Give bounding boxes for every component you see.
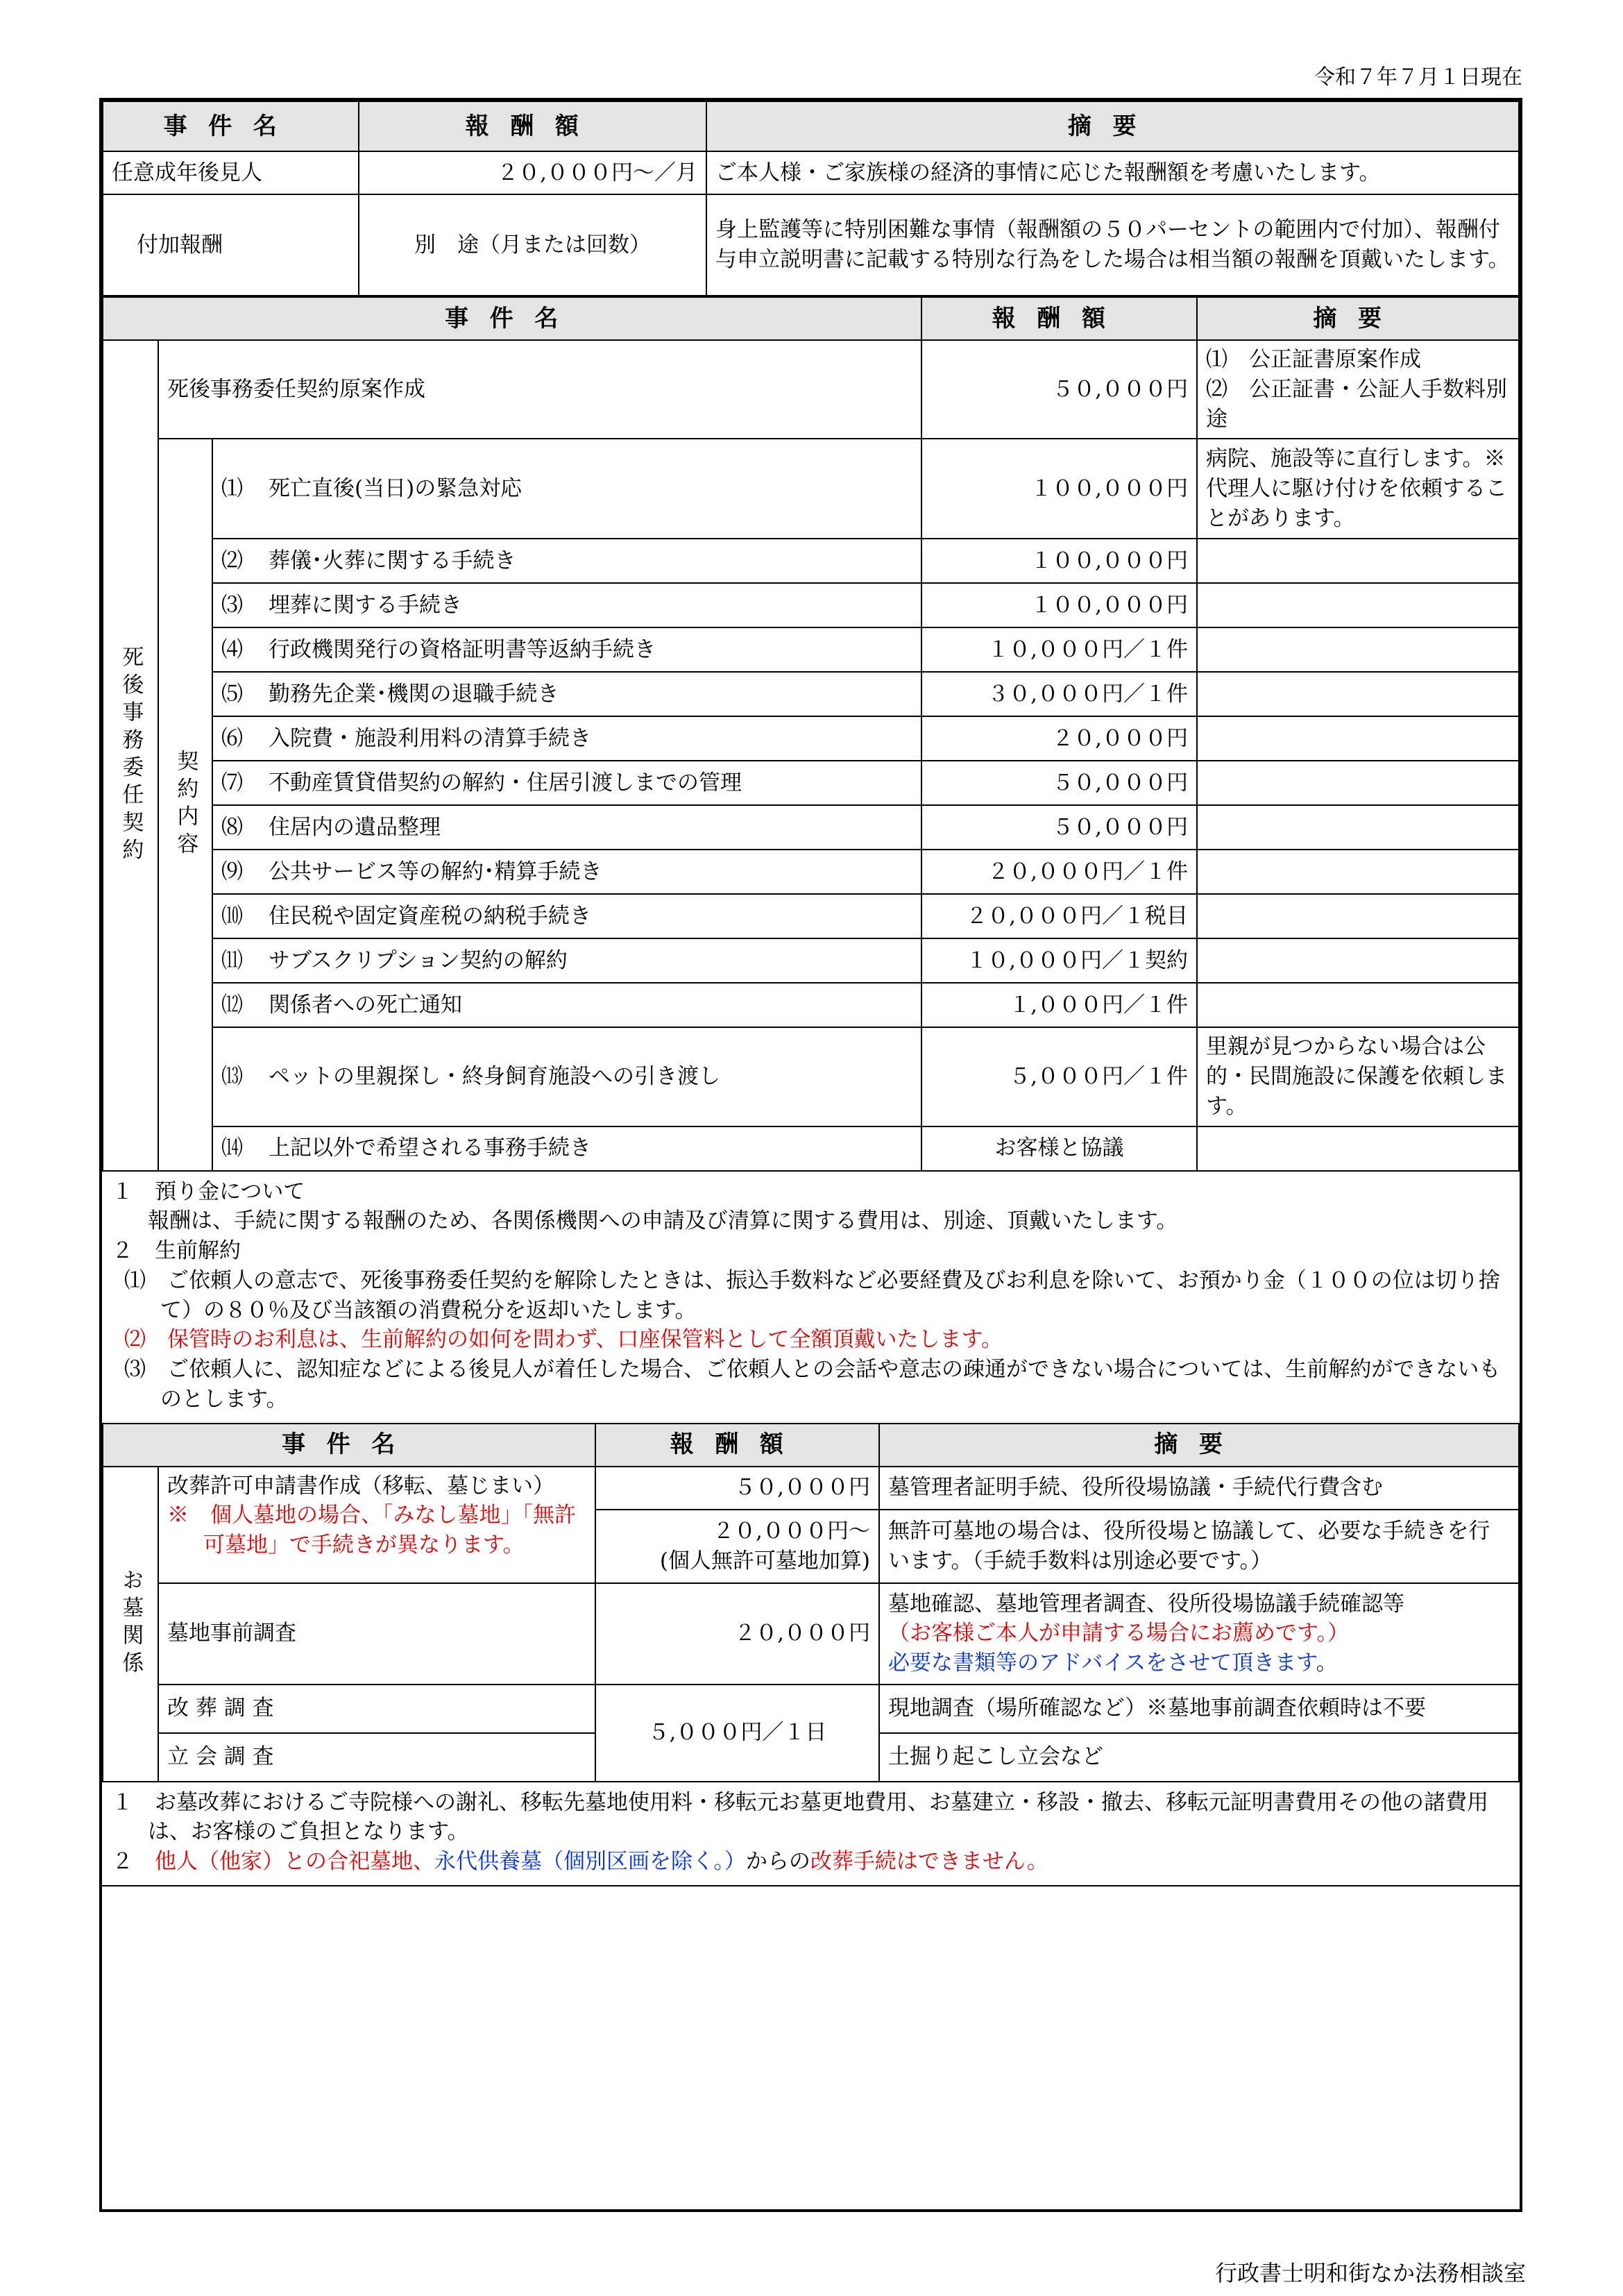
- fee-value: ５０,０００円: [595, 1467, 879, 1510]
- fee-value: １００,０００円: [921, 539, 1197, 583]
- table-row: [103, 627, 1519, 672]
- summary-text: 墓管理者証明手続、役所役場協議・手続代行費含む: [879, 1467, 1519, 1510]
- case-name: ⑺ 不動産賃貸借契約の解約・住居引渡しまでの管理: [212, 761, 921, 805]
- summary-text: [1197, 583, 1519, 627]
- group-label-posthumous: 死後事務委任契約: [103, 340, 158, 1171]
- note-body: 報酬は、手続に関する報酬のため、各関係機関への申請及び清算に関する費用は、別途、頂戴いたします。: [148, 1208, 1178, 1234]
- summary-text: [1197, 761, 1519, 805]
- fee-value: ２０,０００円／１税目: [921, 894, 1197, 938]
- fee-schedule-frame: [99, 98, 1522, 2212]
- summary-text: ⑴ 公正証書原案作成 ⑵ 公正証書・公証人手数料別途: [1197, 340, 1519, 439]
- summary-text: 病院、施設等に直行します。※代理人に駆け付けを依頼することがあります。: [1197, 439, 1519, 539]
- col-header-summary: 摘要: [879, 1424, 1519, 1467]
- case-name: ⑿ 関係者への死亡通知: [212, 983, 921, 1027]
- case-name: 死後事務委任契約原案作成: [158, 340, 921, 439]
- fee-value: ２０,０００円～ (個人無許可墓地加算): [595, 1510, 879, 1583]
- note-body: ⑶ ご依頼人に、認知症などによる後見人が着任した場合、ご依頼人との会話や意志の疎通ができない場合については、生前解約ができないものとします。: [124, 1357, 1501, 1412]
- fee-value: １００,０００円: [921, 439, 1197, 539]
- table-row: [103, 194, 1519, 296]
- case-name: ⒀ ペットの里親探し・終身飼育施設への引き渡し: [212, 1027, 921, 1126]
- case-name: 墓地事前調査: [158, 1583, 595, 1685]
- table-row: [103, 583, 1519, 627]
- table-row: [103, 850, 1519, 894]
- divider: [102, 1885, 1520, 1886]
- grave-relocation-table: [102, 1423, 1520, 1782]
- table-row: [103, 1027, 1519, 1126]
- fee-value: １０,０００円／１件: [921, 627, 1197, 672]
- fee-value: ５０,０００円: [921, 805, 1197, 850]
- col-header-case: 事件名: [103, 101, 359, 151]
- fee-value: ３０,０００円／１件: [921, 672, 1197, 716]
- table-row: [103, 805, 1519, 850]
- summary-text: 土掘り起こし立会など: [879, 1733, 1519, 1782]
- recommendation-text: （お客様ご本人が申請する場合にお薦めです。）: [888, 1621, 1350, 1646]
- summary-text: 身上監護等に特別困難な事情（報酬額の５０パーセントの範囲内で付加）、報酬付与申立説明書に記載する特別な行為をした場合は相当額の報酬を頂戴いたします。: [706, 194, 1519, 296]
- summary-text: 墓地確認、墓地管理者調査、役所役場協議手続確認等 （お客様ご本人が申請する場合にお薦めです。） 必要な書類等のアドバイスをさせて頂きます。: [879, 1583, 1519, 1685]
- table-row: [103, 938, 1519, 983]
- col-header-fee: 報酬額: [921, 297, 1197, 340]
- summary-text: [1197, 894, 1519, 938]
- table-row: [103, 439, 1519, 539]
- summary-text: [1197, 850, 1519, 894]
- table-row: [103, 1583, 1519, 1685]
- fee-value: ２０,０００円～／月: [359, 151, 706, 194]
- grave-type-warning: ※ 個人墓地の場合、「みなし墓地」「無許可墓地」で手続きが異なります。: [167, 1503, 576, 1558]
- note-body: ２ 他人（他家）との合祀墓地、永代供養墓（個別区画を除く。）からの改葬手続はできません。: [112, 1849, 1048, 1875]
- summary-text: [1197, 627, 1519, 672]
- office-name: 行政書士明和街なか法務相談室: [1214, 2260, 1526, 2286]
- note-title: ２ 生前解約: [112, 1238, 241, 1264]
- advice-text: 必要な書類等のアドバイスをさせて頂きます: [888, 1651, 1316, 1676]
- fee-value: 別 途（月または回数）: [359, 194, 706, 296]
- case-name: ⑸ 勤務先企業･機関の退職手続き: [212, 672, 921, 716]
- sub-label-contract: 契約内容: [158, 439, 212, 1170]
- case-name: 任意成年後見人: [103, 151, 359, 194]
- fee-value: １,０００円／１件: [921, 983, 1197, 1027]
- summary-text: [1197, 805, 1519, 850]
- table-row: [103, 672, 1519, 716]
- fee-value: ５,０００円／１日: [595, 1685, 879, 1782]
- case-name: ⑽ 住民税や固定資産税の納税手続き: [212, 894, 921, 938]
- case-name: 立 会 調 査: [158, 1733, 595, 1782]
- table-row: [103, 1685, 1519, 1733]
- note-body: ⑴ ご依頼人の意志で、死後事務委任契約を解除したときは、振込手数料など必要経費及びお利息を除いて、お預かり金（１００の位は切り捨て）の８０％及び当該額の消費税分を返却いたします。: [124, 1267, 1500, 1323]
- case-name: ⑹ 入院費・施設利用料の清算手続き: [212, 716, 921, 761]
- case-name: ⒁ 上記以外で希望される事務手続き: [212, 1126, 921, 1171]
- summary-text: ご本人様・ご家族様の経済的事情に応じた報酬額を考慮いたします。: [706, 151, 1519, 194]
- col-header-fee: 報酬額: [595, 1424, 879, 1467]
- summary-text: 無許可墓地の場合は、役所役場と協議して、必要な手続きを行います。（手続手数料は別途必要です。）: [879, 1510, 1519, 1583]
- summary-text: [1197, 1126, 1519, 1171]
- summary-text: [1197, 938, 1519, 983]
- table-row: [103, 1467, 1519, 1510]
- summary-text: [1197, 983, 1519, 1027]
- posthumous-affairs-table: [102, 296, 1520, 1172]
- summary-text: 現地調査（場所確認など）※墓地事前調査依頼時は不要: [879, 1685, 1519, 1733]
- summary-text: [1197, 716, 1519, 761]
- note-title: １ 預り金について: [112, 1179, 305, 1204]
- table-row: [103, 539, 1519, 583]
- fee-value: ２０,０００円／１件: [921, 850, 1197, 894]
- table-row: [103, 894, 1519, 938]
- col-header-fee: 報酬額: [359, 101, 706, 151]
- col-header-case: 事件名: [103, 1424, 595, 1467]
- table-row: [103, 1126, 1519, 1171]
- fee-value: ５,０００円／１件: [921, 1027, 1197, 1126]
- col-header-summary: 摘要: [706, 101, 1519, 151]
- case-name: ⑾ サブスクリプション契約の解約: [212, 938, 921, 983]
- col-header-case: 事件名: [103, 297, 921, 340]
- case-name: ⑶ 埋葬に関する手続き: [212, 583, 921, 627]
- case-name: ⑴ 死亡直後(当日)の緊急対応: [212, 439, 921, 539]
- date-as-of: 令和７年７月１日現在: [1314, 65, 1522, 90]
- fee-value: ５０,０００円: [921, 340, 1197, 439]
- table-row: [103, 716, 1519, 761]
- case-name: 改葬許可申請書作成（移転、墓じまい） ※ 個人墓地の場合、「みなし墓地」「無許可墓地」で手続きが異なります。: [158, 1467, 595, 1583]
- note-body: １ お墓改葬におけるご寺院様への謝礼、移転先墓地使用料・移転元お墓更地費用、お墓建立・移設・撤去、移転元証明書費用その他の諸費用は、お客様のご負担となります。: [112, 1789, 1488, 1845]
- guardian-fee-table: [102, 101, 1520, 296]
- case-name: 付加報酬: [103, 194, 359, 296]
- col-header-summary: 摘要: [1197, 297, 1519, 340]
- fee-value: お客様と協議: [921, 1126, 1197, 1171]
- case-name: ⑻ 住居内の遺品整理: [212, 805, 921, 850]
- summary-text: 里親が見つからない場合は公的・民間施設に保護を依頼します。: [1197, 1027, 1519, 1126]
- case-name: ⑼ 公共サービス等の解約･精算手続き: [212, 850, 921, 894]
- case-name: ⑵ 葬儀･火葬に関する手続き: [212, 539, 921, 583]
- fee-value: ５０,０００円: [921, 761, 1197, 805]
- note-body-warning: ⑵ 保管時のお利息は、生前解約の如何を問わず、口座保管料として全額頂戴いたします。: [124, 1327, 1003, 1353]
- table-row: [103, 340, 1519, 439]
- fee-value: １００,０００円: [921, 583, 1197, 627]
- summary-text: [1197, 539, 1519, 583]
- fee-value: １０,０００円／１契約: [921, 938, 1197, 983]
- fee-value: ２０,０００円: [595, 1583, 879, 1685]
- deposit-and-cancellation-notes: [102, 1172, 1520, 1423]
- case-name: 改 葬 調 査: [158, 1685, 595, 1733]
- table-row: [103, 761, 1519, 805]
- table-row: [103, 983, 1519, 1027]
- summary-text: [1197, 672, 1519, 716]
- group-label-grave: お墓関係: [103, 1467, 158, 1782]
- fee-value: ２０,０００円: [921, 716, 1197, 761]
- case-name: ⑷ 行政機関発行の資格証明書等返納手続き: [212, 627, 921, 672]
- grave-notes: [102, 1782, 1520, 1885]
- table-row: [103, 151, 1519, 194]
